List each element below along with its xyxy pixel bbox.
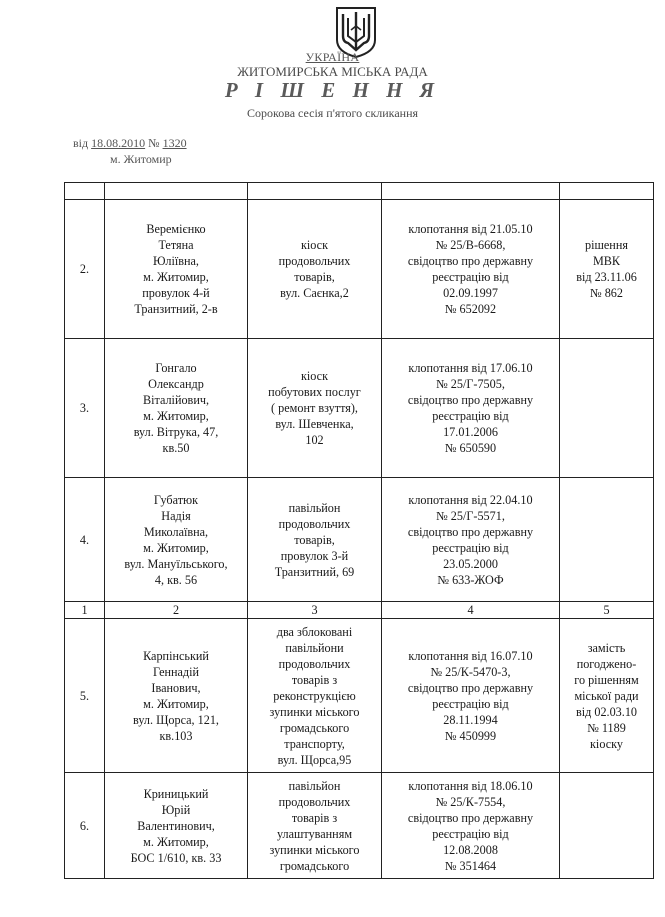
row-number: 6.: [65, 773, 105, 879]
object-cell: кіоск побутових послуг ( ремонт взуття), вул. Шевченка, 102: [248, 339, 382, 478]
city-name: м. Житомир: [110, 152, 172, 166]
note-cell: [560, 339, 654, 478]
country-name: УКРАЇНА: [305, 50, 360, 64]
column-number: 2: [105, 602, 248, 619]
column-number: 4: [382, 602, 560, 619]
object-cell: два зблоковані павільйони продовольчих товарів з реконструкцією зупинки міського громадського транспорту, вул. Щорса,95: [248, 619, 382, 773]
applicant-cell: Карпінський Геннадій Іванович, м. Житомир, вул. Щорса, 121, кв.103: [105, 619, 248, 773]
document-cell: клопотання від 18.06.10 № 25/К-7554, свідоцтво про державну реєстрацію від 12.08.2008 № 351464: [382, 773, 560, 879]
session-line: Сорокова сесія п'ятого скликання: [246, 106, 419, 120]
object-cell: павільйон продовольчих товарів, провулок 3-й Транзитний, 69: [248, 478, 382, 602]
row-number: 3.: [65, 339, 105, 478]
empty-cell: [382, 183, 560, 200]
row-number: 5.: [65, 619, 105, 773]
row-number: 4.: [65, 478, 105, 602]
note-cell: рішення МВК від 23.11.06 № 862: [560, 200, 654, 339]
empty-cell: [248, 183, 382, 200]
table-row: [65, 773, 654, 879]
table-row: [65, 478, 654, 602]
number-prefix: №: [145, 136, 163, 150]
column-number: 5: [560, 602, 654, 619]
empty-cell: [560, 183, 654, 200]
empty-cell: [105, 183, 248, 200]
document-cell: клопотання від 17.06.10 № 25/Г-7505, свідоцтво про державну реєстрацію від 17.01.2006 № 650590: [382, 339, 560, 478]
decision-date: 18.08.2010: [91, 136, 146, 150]
document-cell: клопотання від 16.07.10 № 25/К-5470-3, свідоцтво про державну реєстрацію від 28.11.1994 № 450999: [382, 619, 560, 773]
column-number: 1: [65, 602, 105, 619]
table-row: [65, 339, 654, 478]
applicant-cell: Веремієнко Тетяна Юліївна, м. Житомир, провулок 4-й Транзитний, 2-в: [105, 200, 248, 339]
applicant-cell: Криницький Юрій Валентинович, м. Житомир, БОС 1/610, кв. 33: [105, 773, 248, 879]
document-cell: клопотання від 21.05.10 № 25/В-6668, свідоцтво про державну реєстрацію від 02.09.1997 № 652092: [382, 200, 560, 339]
decision-number: 1320: [162, 136, 187, 150]
table-row: [65, 200, 654, 339]
council-name: ЖИТОМИРСЬКА МІСЬКА РАДА: [237, 64, 428, 79]
row-number: 2.: [65, 200, 105, 339]
object-cell: павільйон продовольчих товарів з улаштуванням зупинки міського громадського: [248, 773, 382, 879]
note-cell: замість погоджено- го рішенням міської ради від 02.03.10 № 1189 кіоску: [560, 619, 654, 773]
note-cell: [560, 478, 654, 602]
object-cell: кіоск продовольчих товарів, вул. Саєнка,2: [248, 200, 382, 339]
note-cell: [560, 773, 654, 879]
document-title: Р І Ш Е Н Н Я: [224, 78, 441, 102]
applicant-cell: Гонгало Олександр Віталійович, м. Житомир, вул. Вітрука, 47, кв.50: [105, 339, 248, 478]
register-table: [64, 182, 654, 879]
empty-cell: [65, 183, 105, 200]
document-cell: клопотання від 22.04.10 № 25/Г-5571, свідоцтво про державну реєстрацію від 23.05.2000 № 633-ЖОФ: [382, 478, 560, 602]
column-number: 3: [248, 602, 382, 619]
table-row: [65, 619, 654, 773]
date-prefix: від: [73, 136, 92, 150]
decision-dateline: [73, 136, 187, 151]
empty-header-row: [65, 183, 654, 200]
column-numbers-row: [65, 602, 654, 619]
applicant-cell: Губатюк Надія Миколаївна, м. Житомир, вул. Мануїльського, 4, кв. 56: [105, 478, 248, 602]
